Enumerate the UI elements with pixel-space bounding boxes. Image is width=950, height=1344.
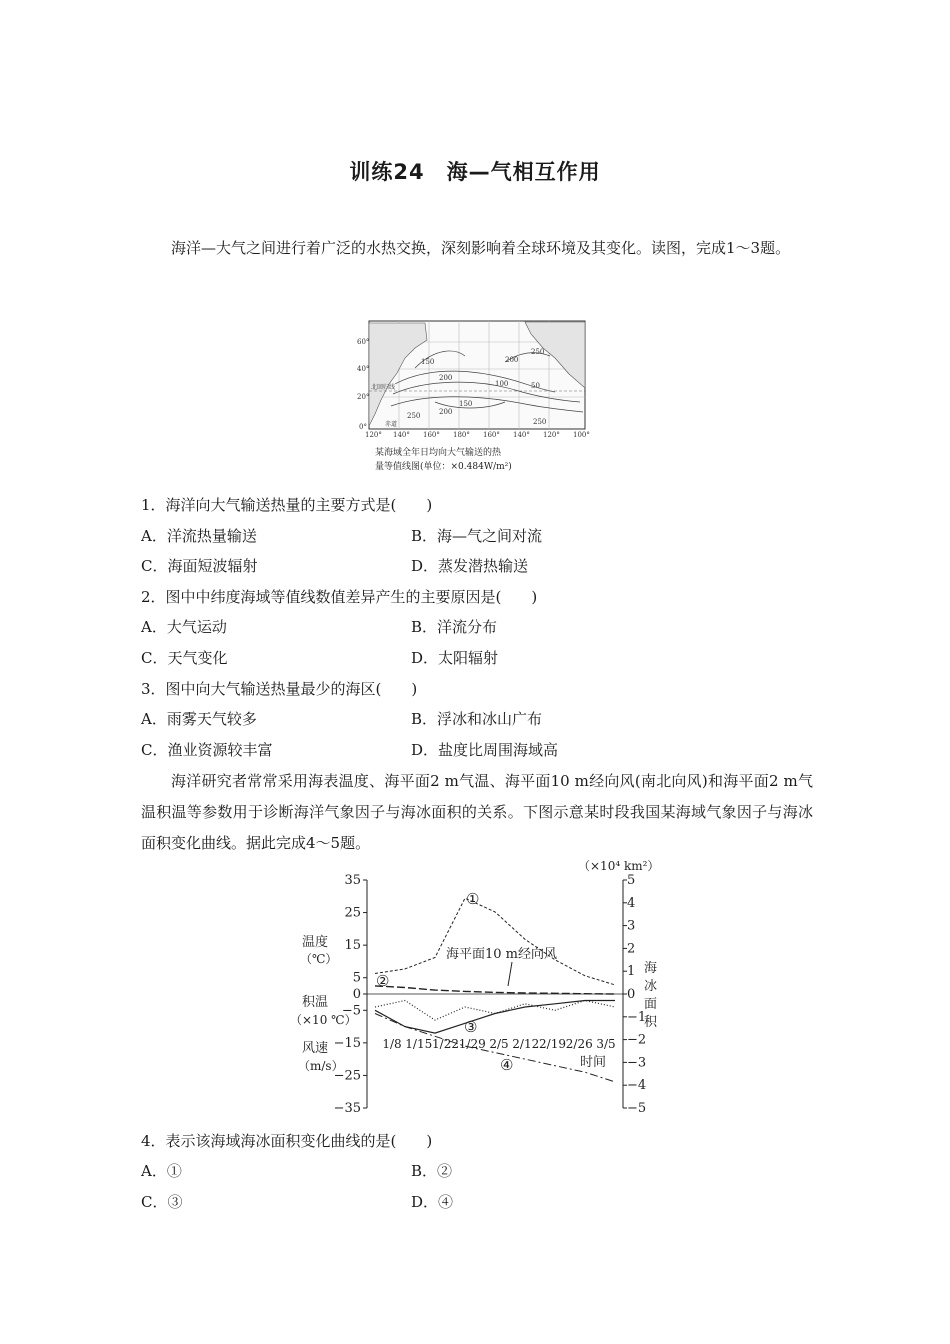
right-tick-label: 3	[627, 918, 636, 934]
lon-label: 120°	[543, 431, 560, 439]
question-2-option-a[interactable]: A．大气运动	[141, 618, 227, 636]
lon-label: 100°	[573, 431, 590, 439]
question-1-option-b[interactable]: B．海—气之间对流	[411, 527, 543, 545]
lon-label: 160°	[483, 431, 500, 439]
left-tick-label: 0	[352, 987, 361, 1002]
question-3-option-d[interactable]: D．盐度比周围海域高	[411, 741, 559, 759]
lat-label: 0°	[359, 423, 367, 431]
left-tick-label: −5	[341, 1003, 361, 1019]
right-tick-label: 0	[627, 987, 636, 1002]
left-tick-label: −15	[333, 1035, 361, 1051]
right-tick-label: 2	[627, 941, 636, 957]
place-label: 赤道	[385, 421, 398, 428]
contour-label: 50	[531, 382, 540, 390]
contour-label: 200	[439, 374, 453, 382]
series-line	[375, 898, 615, 985]
contour-label: 200	[439, 408, 453, 416]
right-axis-label: 海	[644, 961, 658, 976]
left-axis-label: （℃）	[300, 952, 338, 966]
series-line	[375, 1001, 615, 1021]
x-tick-label: 1/29	[458, 1037, 486, 1051]
contour-label: 250	[407, 412, 421, 420]
contour-label: 250	[531, 348, 545, 356]
left-tick-label: 5	[352, 970, 361, 986]
right-axis-unit: （×10⁴ km²）	[578, 859, 660, 873]
right-tick-label: −1	[627, 1009, 647, 1025]
map-caption-2: 量等值线图(单位：×0.484W/m²)	[375, 462, 512, 472]
heat-flux-map	[355, 318, 595, 478]
left-tick-label: 15	[344, 938, 361, 954]
left-axis-label: （m/s）	[298, 1059, 344, 1073]
contour-label: 200	[505, 356, 519, 364]
x-tick-label: 1/22	[432, 1037, 459, 1051]
intro-paragraph-1: 海洋—大气之间进行着广泛的水热交换，深刻影响着全球环境及其变化。读图，完成1～3题。	[171, 239, 791, 257]
question-1-option-c[interactable]: C．海面短波辐射	[141, 557, 258, 575]
x-tick-label: 2/12	[512, 1037, 540, 1051]
contour-label: 250	[533, 418, 547, 426]
lon-label: 160°	[423, 431, 440, 439]
left-tick-label: −25	[333, 1068, 361, 1084]
right-tick-label: −3	[627, 1055, 647, 1071]
right-axis-label: 冰	[644, 979, 658, 994]
question-4-option-d[interactable]: D．④	[411, 1193, 454, 1211]
series-label: ④	[500, 1056, 514, 1074]
sea-ice-chart	[280, 856, 680, 1118]
right-tick-label: −4	[627, 1078, 647, 1094]
right-tick-label: 1	[627, 964, 636, 980]
x-tick-label: 2/19	[539, 1037, 566, 1051]
lat-label: 40°	[357, 365, 370, 373]
question-1-option-d[interactable]: D．蒸发潜热输送	[411, 557, 529, 575]
series-line	[375, 986, 615, 994]
left-axis-label: 积温	[302, 995, 329, 1010]
right-tick-label: 4	[627, 895, 636, 911]
right-axis-label: 积	[644, 1015, 658, 1030]
x-axis-title: 时间	[580, 1055, 607, 1070]
left-axis-label: （×10 ℃）	[290, 1013, 357, 1027]
series-label: ①	[466, 890, 480, 908]
intro-paragraph-2: 海洋研究者常常采用海表温度、海平面2 m气温、海平面10 m经向风(南北向风)和海平面2 m气温积温等参数用于诊断海洋气象因子与海冰面积的关系。下图示意某时段我国某海域气象因子与海冰面积变化曲线。据此完成4～5题。	[141, 772, 813, 852]
lon-label: 140°	[393, 431, 410, 439]
x-tick-label: 2/26	[565, 1037, 593, 1051]
question-1-stem: 1．海洋向大气输送热量的主要方式是( )	[141, 496, 433, 514]
map-caption-1: 某海域全年日均向大气输送的热	[375, 448, 502, 458]
series-label: ③	[464, 1018, 478, 1036]
question-3-option-c[interactable]: C．渔业资源较丰富	[141, 741, 273, 759]
question-3-stem: 3．图中向大气输送热量最少的海区( )	[141, 680, 418, 698]
lat-label: 20°	[357, 393, 370, 401]
left-axis-label: 风速	[302, 1041, 329, 1056]
page-title: 训练24 海—气相互作用	[349, 160, 601, 184]
left-tick-label: 25	[344, 905, 361, 921]
right-tick-label: −5	[627, 1101, 647, 1116]
question-3-option-b[interactable]: B．浮冰和冰山广布	[411, 710, 543, 728]
wind-annotation-arrow	[508, 962, 512, 986]
question-2-stem: 2．图中中纬度海域等值线数值差异产生的主要原因是( )	[141, 588, 538, 606]
place-label: 北回归线	[371, 384, 396, 391]
question-3-option-a[interactable]: A．雨雾天气较多	[141, 710, 257, 728]
lon-label: 140°	[513, 431, 530, 439]
right-tick-label: −2	[627, 1032, 647, 1048]
question-4-option-c[interactable]: C．③	[141, 1193, 183, 1211]
x-tick-label: 2/5	[489, 1037, 509, 1051]
question-2-option-d[interactable]: D．太阳辐射	[411, 649, 499, 667]
question-4-option-b[interactable]: B．②	[411, 1162, 453, 1180]
series-label: ②	[376, 972, 390, 990]
lat-label: 60°	[357, 338, 370, 346]
contour-label: 150	[421, 358, 435, 366]
question-4-stem: 4．表示该海域海冰面积变化曲线的是( )	[141, 1132, 433, 1150]
lon-label: 180°	[453, 431, 470, 439]
left-tick-label: −35	[333, 1101, 361, 1116]
x-tick-label: 1/8	[382, 1037, 402, 1051]
contour-label: 150	[459, 400, 473, 408]
question-2-option-c[interactable]: C．天气变化	[141, 649, 228, 667]
right-axis-label: 面	[644, 997, 658, 1012]
question-1-option-a[interactable]: A．洋流热量输送	[141, 527, 257, 545]
left-axis-label: 温度	[302, 935, 329, 950]
contour-label: 100	[495, 380, 509, 388]
question-4-option-a[interactable]: A．①	[141, 1162, 182, 1180]
right-tick-label: 5	[627, 873, 636, 888]
x-tick-label: 3/5	[596, 1037, 616, 1051]
wind-annotation: 海平面10 m经向风	[446, 947, 558, 962]
left-tick-label: 35	[344, 873, 361, 888]
question-2-option-b[interactable]: B．洋流分布	[411, 618, 498, 636]
lon-label: 120°	[365, 431, 382, 439]
x-tick-label: 1/15	[405, 1037, 433, 1051]
